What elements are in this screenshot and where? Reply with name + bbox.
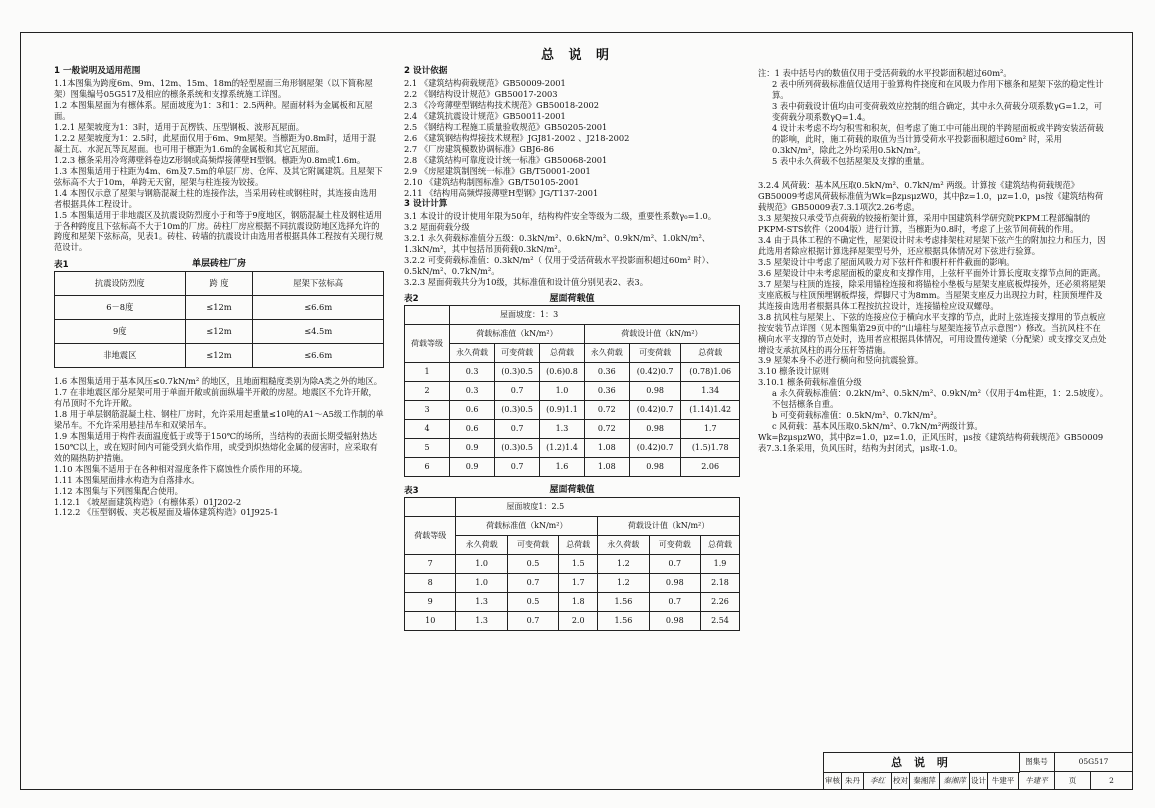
paragraph: 1.5 本图集适用于非地震区及抗震设防烈度小于和等于9度地区，钢筋混凝土柱及钢柱适用于各种跨度且下弦标高不大于10m的厂房。砖柱厂房应根据不同抗震设防地区选择允许的跨度和屋架下弦标高，见表1。砖柱、砖墙的抗震设计由选用者根据具体工程按有关现行规范设计。 <box>54 209 383 253</box>
table-cell: (0.42)0.7 <box>629 439 681 458</box>
table-subheader: 永久荷载 <box>598 536 649 555</box>
table-cell: 3 <box>405 401 450 420</box>
table-slope: 屋面坡度1：2.5 <box>456 498 740 517</box>
table-row <box>55 320 384 344</box>
code-item: 2.4 《建筑抗震设计规范》GB50011-2001 <box>404 111 566 122</box>
table-cell: (0.3)0.5 <box>495 363 540 382</box>
table-title: 单层砖柱厂房 <box>191 259 246 270</box>
paragraph: 1.12 本图集与下列图集配合使用。 <box>54 485 183 496</box>
table-cell: 0.36 <box>584 363 629 382</box>
table-cell: 2.0 <box>559 612 598 631</box>
table-subheader: 总荷载 <box>540 344 585 363</box>
paragraph: 3.1 本设计的设计使用年限为50年，结构构件安全等级为二级，重要性系数γ₀=1.0。 <box>404 211 717 221</box>
paragraph: 3.6 屋架设计中未考虑屋面板的蒙皮和支撑作用，上弦杆平面外计算长度取支撑节点间的距离。 <box>758 267 1106 278</box>
table-slope: 屋面坡度：1：3 <box>450 306 740 325</box>
table-cell: 0.98 <box>649 574 700 593</box>
table-cell: 0.72 <box>584 401 629 420</box>
table-cell: 0.3 <box>450 382 495 401</box>
table-subheader: 总荷载 <box>700 536 739 555</box>
table-cell: 0.7 <box>649 555 700 574</box>
table-header: 荷载等级 <box>405 517 456 555</box>
review-name: 朱丹 <box>842 772 864 790</box>
table-cell: 9度 <box>55 320 186 344</box>
table-cell: (0.42)0.7 <box>629 401 681 420</box>
column-1 <box>54 66 384 518</box>
paragraph: 1.12.1 《坡屋面建筑构造》（有檩体系）01J202-2 <box>54 496 242 507</box>
paragraph: 3.3 屋架按只承受节点荷载的铰接桁架计算，采用中国建筑科学研究院PKPM工程部编制的PKPM-STS软件（2004版）进行计算，当檩距为0.8时，考虑了上弦节间荷载的作用。 <box>758 213 1091 235</box>
table-cell: 1.3 <box>540 420 585 439</box>
table-cell: 1.8 <box>559 593 598 612</box>
table-1 <box>54 271 384 368</box>
page-number: 2 <box>1109 776 1114 785</box>
paragraph: 1.3 本图集适用于柱距为4m、6m及7.5m的单层厂房、仓库、及其它附属建筑。且屋架下弦标高不大于10m，单跨无天窗，屋架与柱连接为铰接。 <box>54 165 383 187</box>
table-header: 荷载等级 <box>405 325 450 363</box>
review-label: 审核 <box>824 772 842 790</box>
atlas-number: 05G517 <box>1055 753 1132 772</box>
table-cell: ≤4.5m <box>253 320 384 344</box>
table-header: 荷载设计值（kN/m²） <box>598 517 740 536</box>
table-cell: 6 <box>405 458 450 477</box>
table-header: 荷载设计值（kN/m²） <box>584 325 739 344</box>
paragraph: 1.2.3 檩条采用冷弯薄壁斜卷边Z形钢或高频焊接薄壁H型钢。檩距为0.8m或1.6m。 <box>54 154 366 165</box>
table-cell: 1.56 <box>598 612 649 631</box>
table-subheader: 总荷载 <box>559 536 598 555</box>
table-caption <box>404 485 740 497</box>
table-cell: 1.3 <box>456 612 507 631</box>
paragraph: 1.11 本图集屋面排水构造为自落排水。 <box>54 474 200 485</box>
design-signature: 牛建平 <box>1019 772 1055 790</box>
section-heading: 3 设计计算 <box>404 198 448 209</box>
table-cell: (0.3)0.5 <box>495 439 540 458</box>
design-label: 设计 <box>970 772 988 790</box>
table-subheader: 总荷载 <box>681 344 740 363</box>
table-cell: (0.3)0.5 <box>495 401 540 420</box>
table-cell: 1.2 <box>598 574 649 593</box>
table-subheader: 永久荷载 <box>456 536 507 555</box>
table-cell: 1.9 <box>700 555 739 574</box>
table-2 <box>404 305 740 477</box>
table-label: 表3 <box>404 485 419 496</box>
review-signature: 李红 <box>864 772 892 790</box>
code-item: 2.2 《钢结构设计规范》GB50017-2003 <box>404 89 558 100</box>
table-subheader: 永久荷载 <box>584 344 629 363</box>
paragraph: 3.10 檩条设计原则 <box>758 366 829 377</box>
table-cell: 2.26 <box>700 593 739 612</box>
table-row <box>405 458 740 477</box>
table-cell: 非地震区 <box>55 344 186 368</box>
table-header: 屋架下弦标高 <box>253 272 384 296</box>
table-title: 屋面荷载值 <box>549 293 595 304</box>
table-cell: 1.7 <box>559 574 598 593</box>
table-cell: (1.2)1.4 <box>540 439 585 458</box>
check-name: 秦湘萍 <box>910 772 940 790</box>
table-cell: 0.6 <box>450 420 495 439</box>
table-header: 抗震设防烈度 <box>55 272 186 296</box>
table-3 <box>404 497 740 631</box>
table-cell: 1.0 <box>456 555 507 574</box>
table-cell: 8 <box>405 574 456 593</box>
table-cell: (0.78)1.06 <box>681 363 740 382</box>
table-cell: 7 <box>405 555 456 574</box>
table-cell: ≤6.6m <box>253 344 384 368</box>
table-cell: 1 <box>405 363 450 382</box>
code-item: 2.6 《建筑钢结构焊接技术规程》JGJ81-2002 、J218-2002 <box>404 133 630 144</box>
check-signature: 秦湘萍 <box>940 772 970 790</box>
table-subheader: 可变荷载 <box>629 344 681 363</box>
table-cell: 2.54 <box>700 612 739 631</box>
table-cell: 10 <box>405 612 456 631</box>
column-2 <box>404 66 740 631</box>
table-cell: (0.9)1.1 <box>540 401 585 420</box>
paragraph: 1.2.2 屋架坡度为1：2.5时，此屋面仅用于6m、9m屋架。当檩距为0.8m时，适用于混凝土瓦、水泥瓦等瓦屋面。也可用于檩距为1.6m的金属板和其它瓦屋面。 <box>54 133 376 154</box>
table-cell: ≤12m <box>185 320 253 344</box>
table-label: 表1 <box>54 259 69 270</box>
code-item: 2.10 《建筑结构制图标准》GB/T50105-2001 <box>404 176 580 187</box>
paragraph: 1.6 本图集适用于基本风压≤0.7kN/m² 的地区，且地面粗糙度类别为除A类之外的地区。 <box>54 376 383 387</box>
paragraph: Wk=βzμsμzW0，其中βz=1.0，μz=1.0，正风压时，μs按《建筑结构荷载规范》GB50009表7.3.1条采用，负风压时，结构为封闭式，μs取-1.0。 <box>758 432 1104 453</box>
table-cell: 0.98 <box>629 382 681 401</box>
code-item: 2.5 《钢结构工程施工质量验收规范》GB50205-2001 <box>404 122 608 133</box>
table-caption <box>54 259 384 271</box>
table-cell: 0.98 <box>629 420 681 439</box>
table-cell: 1.08 <box>584 439 629 458</box>
table-header: 荷载标准值（kN/m²） <box>456 517 598 536</box>
table-cell: 0.5 <box>507 555 558 574</box>
note-item: 4 设计未考虑不均匀积雪和积灰，但考虑了施工中可能出现的半跨屋面板或半跨安装活荷载的影响，此时，施工荷载的取值为当计算受荷水平投影面积超过60m² 时，采用0.3kN/m²，除此之外均采用0.5kN/m²。 <box>772 122 1104 155</box>
paragraph: 1.2 本图集屋面为有檩体系。屋面坡度为1：3和1：2.5两种。屋面材料为金属板和瓦屋面。 <box>54 100 373 122</box>
table-cell: 0.9 <box>450 458 495 477</box>
table-subheader: 可变荷载 <box>495 344 540 363</box>
table-cell: 0.6 <box>450 401 495 420</box>
note-item: 3 表中荷载设计值均由可变荷载效应控制的组合确定，其中永久荷载分项系数γG=1.2，可变荷载分项系数γQ=1.4。 <box>772 100 1103 122</box>
code-item: 2.3 《冷弯薄壁型钢结构技术规范》GB50018-2002 <box>404 100 600 111</box>
paragraph: 3.2.4 风荷载：基本风压取0.5kN/m²、0.7kN/m² 两级。计算按《建筑结构荷载规范》GB50009考虑风荷载标准值为Wk=βzμsμzW0，其中βz=1.0，μz=1.0，μs按《建筑结构荷载规范》GB50009表7.3.1项次2.26考虑。 <box>758 180 1104 213</box>
table-cell: 2 <box>405 382 450 401</box>
table-subheader: 永久荷载 <box>450 344 495 363</box>
paragraph: 3.4 由于具体工程的不确定性，屋架设计时未考虑排架柱对屋架下弦产生的附加拉力和压力，因此选用者除应根据计算选择屋架型号外，还应根据具体情况对下弦进行验算。 <box>758 235 1106 257</box>
paragraph: 1.7 在非地震区部分屋架可用于单面开敞或前面纵墙半开敞的房屋。地震区不允许开敞，有吊顶时不允许开敞。 <box>54 387 377 409</box>
table-row <box>405 574 740 593</box>
table-row <box>405 382 740 401</box>
paragraph: 1.9 本图集适用于构件表面温度低于或等于150℃的场所，当结构的表面长期受辐射热达150℃以上，或在短时间内可能受到火焰作用，或受到炽热熔化金属的侵害时，应采取有效的隔热防护措施。 <box>54 430 378 463</box>
paragraph: 3.7 屋架与柱顶的连接，除采用锚栓连接和将锚栓小垫板与屋架支座底板焊接外，还必须将屋架支座底板与柱顶预埋钢板焊接，焊脚尺寸为8mm。当屋架支座反力出现拉力时，柱顶预埋件及其连接由选用者根据具体工程按抗拉设计，连接锚栓应设双螺母。 <box>758 278 1106 311</box>
check-label: 校对 <box>892 772 910 790</box>
paragraph: 3.2.3 屋面荷载共分为10级，其标准值和设计值分别见表2、表3。 <box>404 276 648 287</box>
paragraph: b 可变荷载标准值：0.5kN/m²、0.7kN/m²。 <box>772 410 942 421</box>
paragraph: 1.1本图集为跨度6m、9m、12m、15m、18m的轻型屋面三角形钢屋架（以下简称屋架）图集编号05G517及相应的檩条系统和支撑系统施工详图。 <box>54 78 373 100</box>
table-row <box>405 612 740 631</box>
table-label: 表2 <box>404 294 419 305</box>
table-cell: 1.56 <box>598 593 649 612</box>
table-cell: 0.98 <box>629 458 681 477</box>
table-cell: (1.5)1.78 <box>681 439 740 458</box>
paragraph: 3.2 屋面荷载分级 <box>404 221 470 232</box>
paragraph: 3.10.1 檩条荷载标准值分级 <box>758 377 862 388</box>
table-cell: 5 <box>405 439 450 458</box>
paragraph: 3.2.1 永久荷载标准值分五级：0.3kN/m²、0.6kN/m²、0.9kN/m²、1.0kN/m²、1.3kN/m²，其中包括吊顶荷载0.3kN/m²。 <box>404 232 711 254</box>
table-cell: 0.98 <box>649 612 700 631</box>
atlas-label: 图集号 <box>1019 753 1055 772</box>
table-cell: 1.3 <box>456 593 507 612</box>
table-subheader: 可变荷载 <box>649 536 700 555</box>
table-cell: 0.5 <box>507 593 558 612</box>
page-title: 总 说 明 <box>540 48 615 63</box>
table-cell: (0.6)0.8 <box>540 363 585 382</box>
table-cell: 1.7 <box>681 420 740 439</box>
table-cell: ≤12m <box>185 296 253 320</box>
table-cell: 1.2 <box>598 555 649 574</box>
paragraph: c 风荷载：基本风压取0.5kN/m²、0.7kN/m²两级计算。 <box>772 421 983 432</box>
page-label: 页 <box>1055 772 1091 790</box>
table-caption <box>404 294 740 306</box>
table-cell: 1.08 <box>584 458 629 477</box>
table-row <box>405 439 740 458</box>
table-cell: 0.3 <box>450 363 495 382</box>
paragraph: 1.2.1 屋架坡度为1：3时，适用于瓦楞铁、压型钢板、波形瓦屋面。 <box>54 122 305 133</box>
table-row <box>405 593 740 612</box>
table-cell: 1.0 <box>456 574 507 593</box>
table-cell: 0.36 <box>584 382 629 401</box>
code-item: 2.11 《结构用高频焊接薄壁H型钢》JG/T137-2001 <box>404 187 599 198</box>
table-cell: 2.18 <box>700 574 739 593</box>
note-item: 5 表中永久荷载不包括屋架及支撑的重量。 <box>772 155 930 166</box>
paragraph: 1.4 本图仅示意了屋架与钢筋混凝土柱的连接作法，当采用砖柱或钢柱时，其连接由选用者根据具体工程设计。 <box>54 187 377 209</box>
code-item: 2.8 《建筑结构可靠度设计统一标准》GB50068-2001 <box>404 154 608 165</box>
table-row <box>55 296 384 320</box>
table-cell: 4 <box>405 420 450 439</box>
paragraph: 1.12.2 《压型钢板、夹芯板屋面及墙体建筑构造》01J925-1 <box>54 507 279 518</box>
table-cell: 0.7 <box>495 420 540 439</box>
table-cell: ≤6.6m <box>253 296 384 320</box>
table-cell: 2.06 <box>681 458 740 477</box>
paragraph: a 永久荷载标准值：0.2kN/m²、0.5kN/m²、0.9kN/m²（仅用于4m柱距，1：2.5坡度）。不包括檩条自重。 <box>772 388 1108 410</box>
table-cell: 1.34 <box>681 382 740 401</box>
paragraph: 1.10 本图集不适用于在各种相对湿度条件下腐蚀性介质作用的环境。 <box>54 463 308 474</box>
column-3 <box>758 68 1108 454</box>
table-row <box>405 420 740 439</box>
section-heading: 2 设计依据 <box>404 66 448 76</box>
table-header: 荷载标准值（kN/m²） <box>450 325 585 344</box>
table-row <box>405 401 740 420</box>
paragraph: 3.5 屋架设计中考虑了屋面风吸力对下弦杆件和腹杆杆件截面的影响。 <box>758 257 1015 267</box>
paragraph: 1.8 用于单层钢筋混凝土柱、钢柱厂房时，允许采用起重量≤10吨的A1～A5级工作制的单梁吊车。不允许采用悬挂吊车和双梁吊车。 <box>54 409 384 430</box>
table-row <box>405 555 740 574</box>
table-row <box>405 363 740 382</box>
paragraph: 3.9 屋架本身不必进行横向和竖向抗震验算。 <box>758 355 924 366</box>
note-item: 注：1 表中括号内的数值仅用于受活荷载的水平投影面积超过60m²。 <box>758 68 1012 78</box>
table-cell: 0.9 <box>450 439 495 458</box>
section-heading: 1 一般说明及适用范围 <box>54 66 141 76</box>
table-cell: 1.0 <box>540 382 585 401</box>
paragraph: 3.2.2 可变荷载标准值：0.3kN/m²（ 仅用于受活荷载水平投影面积超过60m² 时）、0.5kN/m²、0.7kN/m²。 <box>404 254 715 276</box>
note-item: 2 表中所列荷载标准值仅适用于验算构件挠度和在风吸力作用下檩条和屋架下弦的稳定性计算。 <box>772 78 1104 100</box>
code-item: 2.7 《厂房建筑模数协调标准》GBJ6-86 <box>404 143 555 154</box>
table-subheader: 可变荷载 <box>507 536 558 555</box>
code-item: 2.9 《房屋建筑制图统一标准》GB/T50001-2001 <box>404 165 591 176</box>
table-cell: ≤12m <box>185 344 253 368</box>
title-block <box>823 752 1133 790</box>
code-item: 2.1 《建筑结构荷载规范》GB50009-2001 <box>404 78 566 89</box>
table-cell: 9 <box>405 593 456 612</box>
table-cell: 6－8度 <box>55 296 186 320</box>
table-cell: 0.7 <box>507 612 558 631</box>
table-row <box>55 344 384 368</box>
table-title: 屋面荷载值 <box>549 485 595 496</box>
table-cell: 0.72 <box>584 420 629 439</box>
table-cell: 0.7 <box>495 458 540 477</box>
table-cell: 0.7 <box>495 382 540 401</box>
paragraph: 3.8 抗风柱与屋架上、下弦的连接应位于横向水平支撑的节点，此时上弦连接支撑用的节点板应按安装节点详图（见本图集第29页中的“山墙柱与屋架连接节点示意图”）修改。当抗风柱不在横向水平支撑的节点处时，选用者应根据具体情况，可用设置传递梁（分配梁）或支撑交叉点处增设支承抗风柱的再分压杆等措施。 <box>758 311 1107 355</box>
table-cell: 0.7 <box>507 574 558 593</box>
design-name: 牛建平 <box>988 772 1019 790</box>
table-cell: (1.14)1.42 <box>681 401 740 420</box>
table-cell: 1.6 <box>540 458 585 477</box>
table-cell: 0.7 <box>649 593 700 612</box>
table-header: 跨 度 <box>185 272 253 296</box>
table-cell: 1.5 <box>559 555 598 574</box>
table-cell: (0.42)0.7 <box>629 363 681 382</box>
title-block-name: 总 说 明 <box>824 753 1020 773</box>
